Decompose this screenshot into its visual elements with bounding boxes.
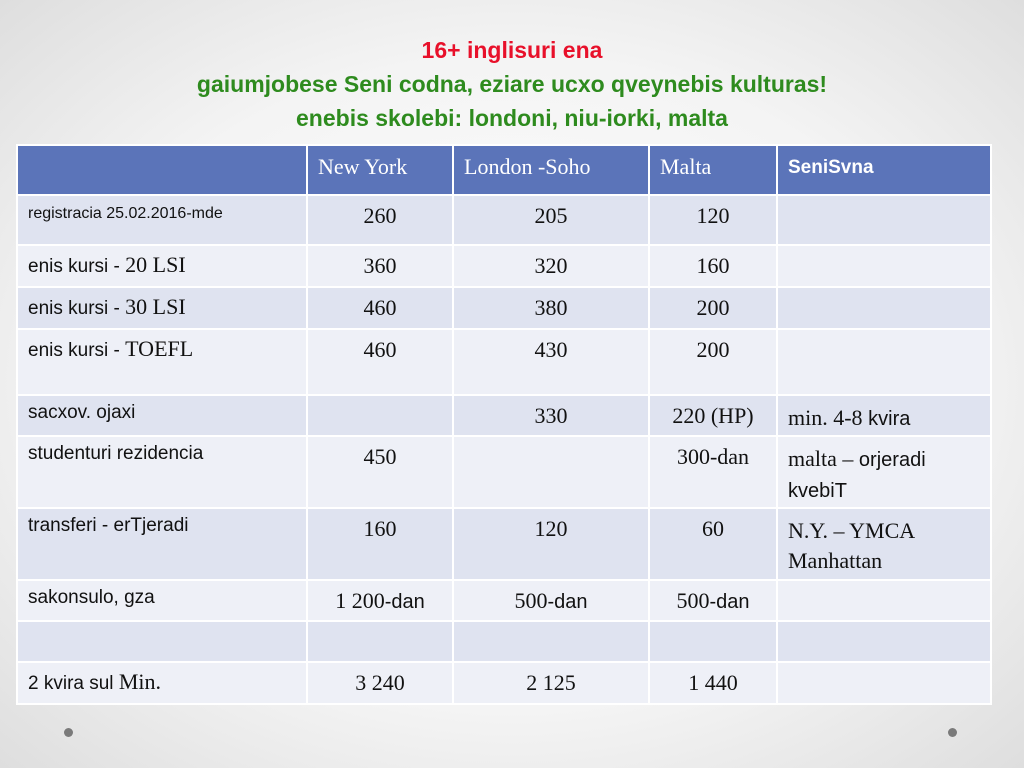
cell-london: 380	[453, 287, 649, 329]
cell-note	[777, 580, 991, 621]
cell-ny: 450	[307, 436, 453, 508]
cell-ny	[307, 621, 453, 662]
header-malta: Malta	[649, 145, 777, 195]
cell-london	[453, 621, 649, 662]
cell-note: N.Y. – YMCA Manhattan	[777, 508, 991, 580]
cell-malta: 120	[649, 195, 777, 245]
cell-malta: 160	[649, 245, 777, 287]
row-label: transferi - erTjeradi	[17, 508, 307, 580]
row-label: sacxov. ojaxi	[17, 395, 307, 436]
slide-bullet-dot-right	[948, 728, 957, 737]
cell-malta: 300-dan	[649, 436, 777, 508]
cell-malta: 1 440	[649, 662, 777, 704]
cell-malta: 200	[649, 287, 777, 329]
cell-note	[777, 329, 991, 395]
row-label: studenturi rezidencia	[17, 436, 307, 508]
cell-note	[777, 621, 991, 662]
row-label: enis kursi - 30 LSI	[17, 287, 307, 329]
cell-london: 320	[453, 245, 649, 287]
price-table	[16, 144, 992, 705]
table-row	[17, 621, 991, 662]
cell-london: 500-dan	[453, 580, 649, 621]
table-row	[17, 395, 991, 436]
title-line-2: gaiumjobese Seni codna, eziare ucxo qveynebis kulturas!	[196, 71, 828, 97]
header-new-york: New York	[307, 145, 453, 195]
cell-note: malta – orjeradi kvebiT	[777, 436, 991, 508]
cell-london: 430	[453, 329, 649, 395]
header-london: London -Soho	[453, 145, 649, 195]
cell-note	[777, 195, 991, 245]
table-row	[17, 195, 991, 245]
cell-malta: 200	[649, 329, 777, 395]
cell-ny	[307, 395, 453, 436]
table-row	[17, 245, 991, 287]
table-row	[17, 329, 991, 395]
cell-note	[777, 662, 991, 704]
header-row	[17, 145, 991, 195]
cell-ny: 360	[307, 245, 453, 287]
cell-ny: 460	[307, 287, 453, 329]
row-label	[17, 621, 307, 662]
cell-malta: 500-dan	[649, 580, 777, 621]
title-line-3: enebis skolebi: londoni, niu-iorki, malta	[296, 105, 728, 131]
cell-malta: 60	[649, 508, 777, 580]
slide-bullet-dot-left	[64, 728, 73, 737]
header-empty	[17, 145, 307, 195]
cell-ny: 260	[307, 195, 453, 245]
cell-note	[777, 245, 991, 287]
table-row	[17, 436, 991, 508]
row-label: 2 kvira sul Min.	[17, 662, 307, 704]
table-row	[17, 508, 991, 580]
cell-note: min. 4-8 kvira	[777, 395, 991, 436]
table-row	[17, 662, 991, 704]
cell-malta: 220 (HP)	[649, 395, 777, 436]
cell-london	[453, 436, 649, 508]
cell-london: 2 125	[453, 662, 649, 704]
cell-malta	[649, 621, 777, 662]
row-label: registracia 25.02.2016-mde	[17, 195, 307, 245]
cell-ny: 3 240	[307, 662, 453, 704]
cell-ny: 1 200-dan	[307, 580, 453, 621]
row-label: enis kursi - 20 LSI	[17, 245, 307, 287]
row-label: enis kursi - TOEFL	[17, 329, 307, 395]
row-label: sakonsulo, gza	[17, 580, 307, 621]
cell-london: 330	[453, 395, 649, 436]
cell-london: 205	[453, 195, 649, 245]
title-line-1: 16+ inglisuri ena	[421, 37, 603, 63]
cell-ny: 460	[307, 329, 453, 395]
header-note: SeniSvna	[777, 145, 991, 195]
cell-london: 120	[453, 508, 649, 580]
cell-ny: 160	[307, 508, 453, 580]
table-row	[17, 287, 991, 329]
cell-note	[777, 287, 991, 329]
table-row	[17, 580, 991, 621]
title-block	[0, 34, 1024, 134]
